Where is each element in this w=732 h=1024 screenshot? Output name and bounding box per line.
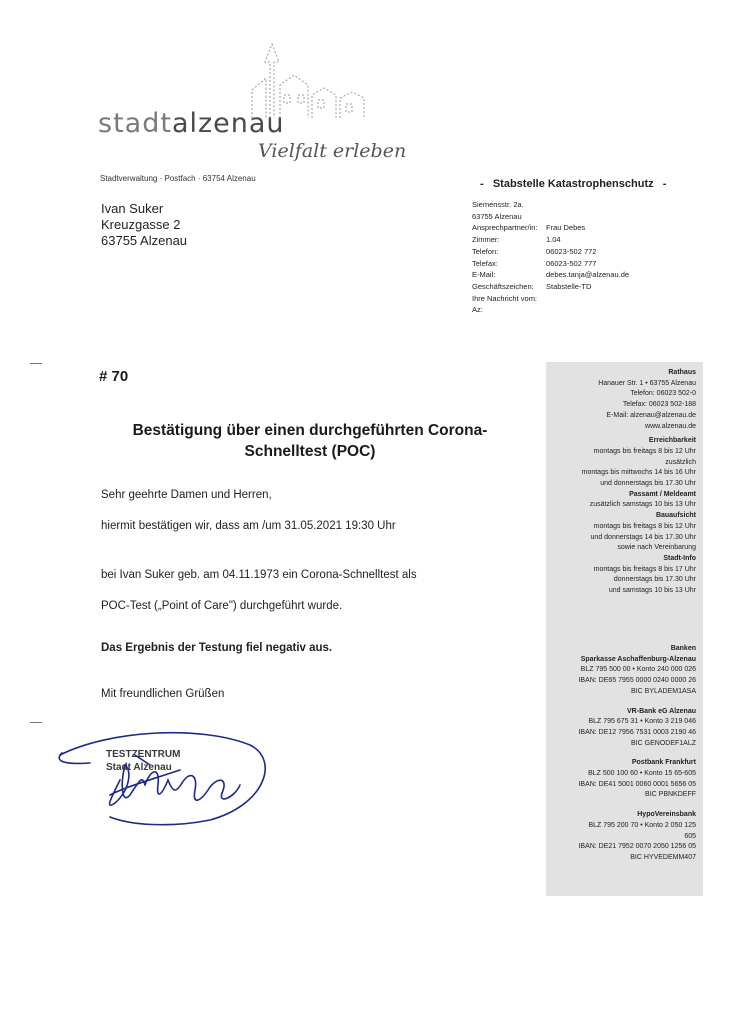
title-line-1: Bestätigung über einen durchgeführten Corona- bbox=[132, 422, 488, 439]
contact-row: Zimmer: 1.04 bbox=[472, 235, 561, 245]
closing: Mit freundlichen Grüßen bbox=[101, 688, 225, 700]
contact-row: Ihre Nachricht vom: bbox=[472, 293, 538, 303]
department-label: Stabstelle Katastrophenschutz bbox=[492, 178, 654, 190]
contact-row: Telefax: 06023-502 777 bbox=[472, 258, 597, 268]
letter-title bbox=[100, 420, 520, 462]
body-line-testtype: POC-Test („Point of Care") durchgeführt wurde. bbox=[101, 600, 343, 612]
stamp-line-1: TESTZENTRUM bbox=[106, 749, 181, 760]
body-line-person: bei Ivan Suker geb. am 04.11.1973 ein Corona-Schnelltest als bbox=[101, 569, 417, 581]
body-line-date: hiermit bestätigen wir, dass am /um 31.05.2021 19:30 Uhr bbox=[101, 520, 396, 532]
recipient-name: Ivan Suker bbox=[101, 201, 164, 216]
city-logo-wordmark bbox=[98, 108, 285, 139]
contact-row: Telefon: 06023-502 772 bbox=[472, 246, 597, 256]
recipient-city: 63755 Alzenau bbox=[101, 233, 188, 248]
fold-mark bbox=[30, 363, 42, 364]
test-result: Das Ergebnis der Testung fiel negativ aus. bbox=[101, 642, 333, 654]
sidebar-banks: Banken Sparkasse Aschaffenburg-Alzenau BLZ 795 500 00 • Konto 240 000 026 IBAN: DE65 7955 0000 0240 0000 26 BIC BYLADEM1ASA VR-Bank eG Alzenau BLZ 795 675 31 • Konto 3 219 046 IBAN: DE12 7956 7531 0003 2190 46 BIC GENODEF1ALZ Postbank Frankfurt BLZ 500 100 60 • Konto 15 65-605 IBAN: DE41 5001 0060 0001 5656 05 BIC PBNKDEFF HypoVereinsbank BLZ 795 200 70 • Konto 2 050 125 605 IBAN: DE21 7952 0070 2050 1256 05 BIC HYVEDEMM407 bbox=[578, 645, 696, 861]
sidebar-rathaus: Rathaus Hanauer Str. 1 • 63755 Alzenau Telefon: 06023 502-0 Telefax: 06023 502-188 E-Mail: alzenau@alzenau.de www.alzenau.de Erreichbarkeit montags bis freitags 8 bis 12 Uhr zusätzlich montags bis mittwochs 14 bis 16 Uhr und donnerstags bis 17.30 Uhr Passamt / Meldeamt zusätzlich samstags 10 bis 13 Uhr Bauaufsicht montags bis freitags 8 bis 12 Uhr und donnerstags 14 bis 17.30 Uhr sowie nach Vereinbarung Stadt-Info montags bis freitags 8 bis 17 Uhr donnerstags bis 17.30 Uhr und samstags 10 bis 13 Uhr bbox=[581, 369, 696, 595]
fold-mark bbox=[30, 722, 42, 723]
handwritten-signature bbox=[50, 725, 280, 830]
contact-email-link[interactable]: debes.tanja@alzenau.de bbox=[546, 270, 630, 280]
contact-address-city: 63755 Alzenau bbox=[472, 211, 522, 221]
sender-address-line: Stadtverwaltung · Postfach · 63754 Alzenau bbox=[100, 174, 256, 183]
contact-row: Geschäftszeichen: Stabstelle-TD bbox=[472, 281, 592, 291]
sidebar-website-link[interactable]: www.alzenau.de bbox=[645, 422, 696, 430]
stamp-line-2: Stadt Alzenau bbox=[106, 762, 172, 773]
contact-row: Az: bbox=[472, 305, 483, 315]
recipient-address bbox=[101, 201, 187, 249]
contact-row: E-Mail: debes.tanja@alzenau.de bbox=[472, 270, 630, 280]
department-name: - Stabstelle Katastrophenschutz - bbox=[480, 178, 667, 190]
document-number: # 70 bbox=[99, 368, 129, 385]
sidebar-email-link[interactable]: E-Mail: alzenau@alzenau.de bbox=[606, 411, 696, 419]
title-line-2: Schnelltest (POC) bbox=[244, 443, 376, 460]
logo-part-alzenau: alzenau bbox=[171, 108, 285, 139]
contact-row: Ansprechpartner/in: Frau Debes bbox=[472, 223, 586, 233]
logo-tagline: Vielfalt erleben bbox=[258, 140, 407, 162]
contact-address-street: Siemensstr. 2a. bbox=[472, 200, 524, 209]
contact-block bbox=[472, 199, 629, 316]
info-sidebar bbox=[546, 362, 703, 896]
logo-part-stadt: stadt bbox=[98, 108, 172, 139]
recipient-street: Kreuzgasse 2 bbox=[101, 217, 181, 232]
salutation: Sehr geehrte Damen und Herren, bbox=[101, 489, 272, 501]
